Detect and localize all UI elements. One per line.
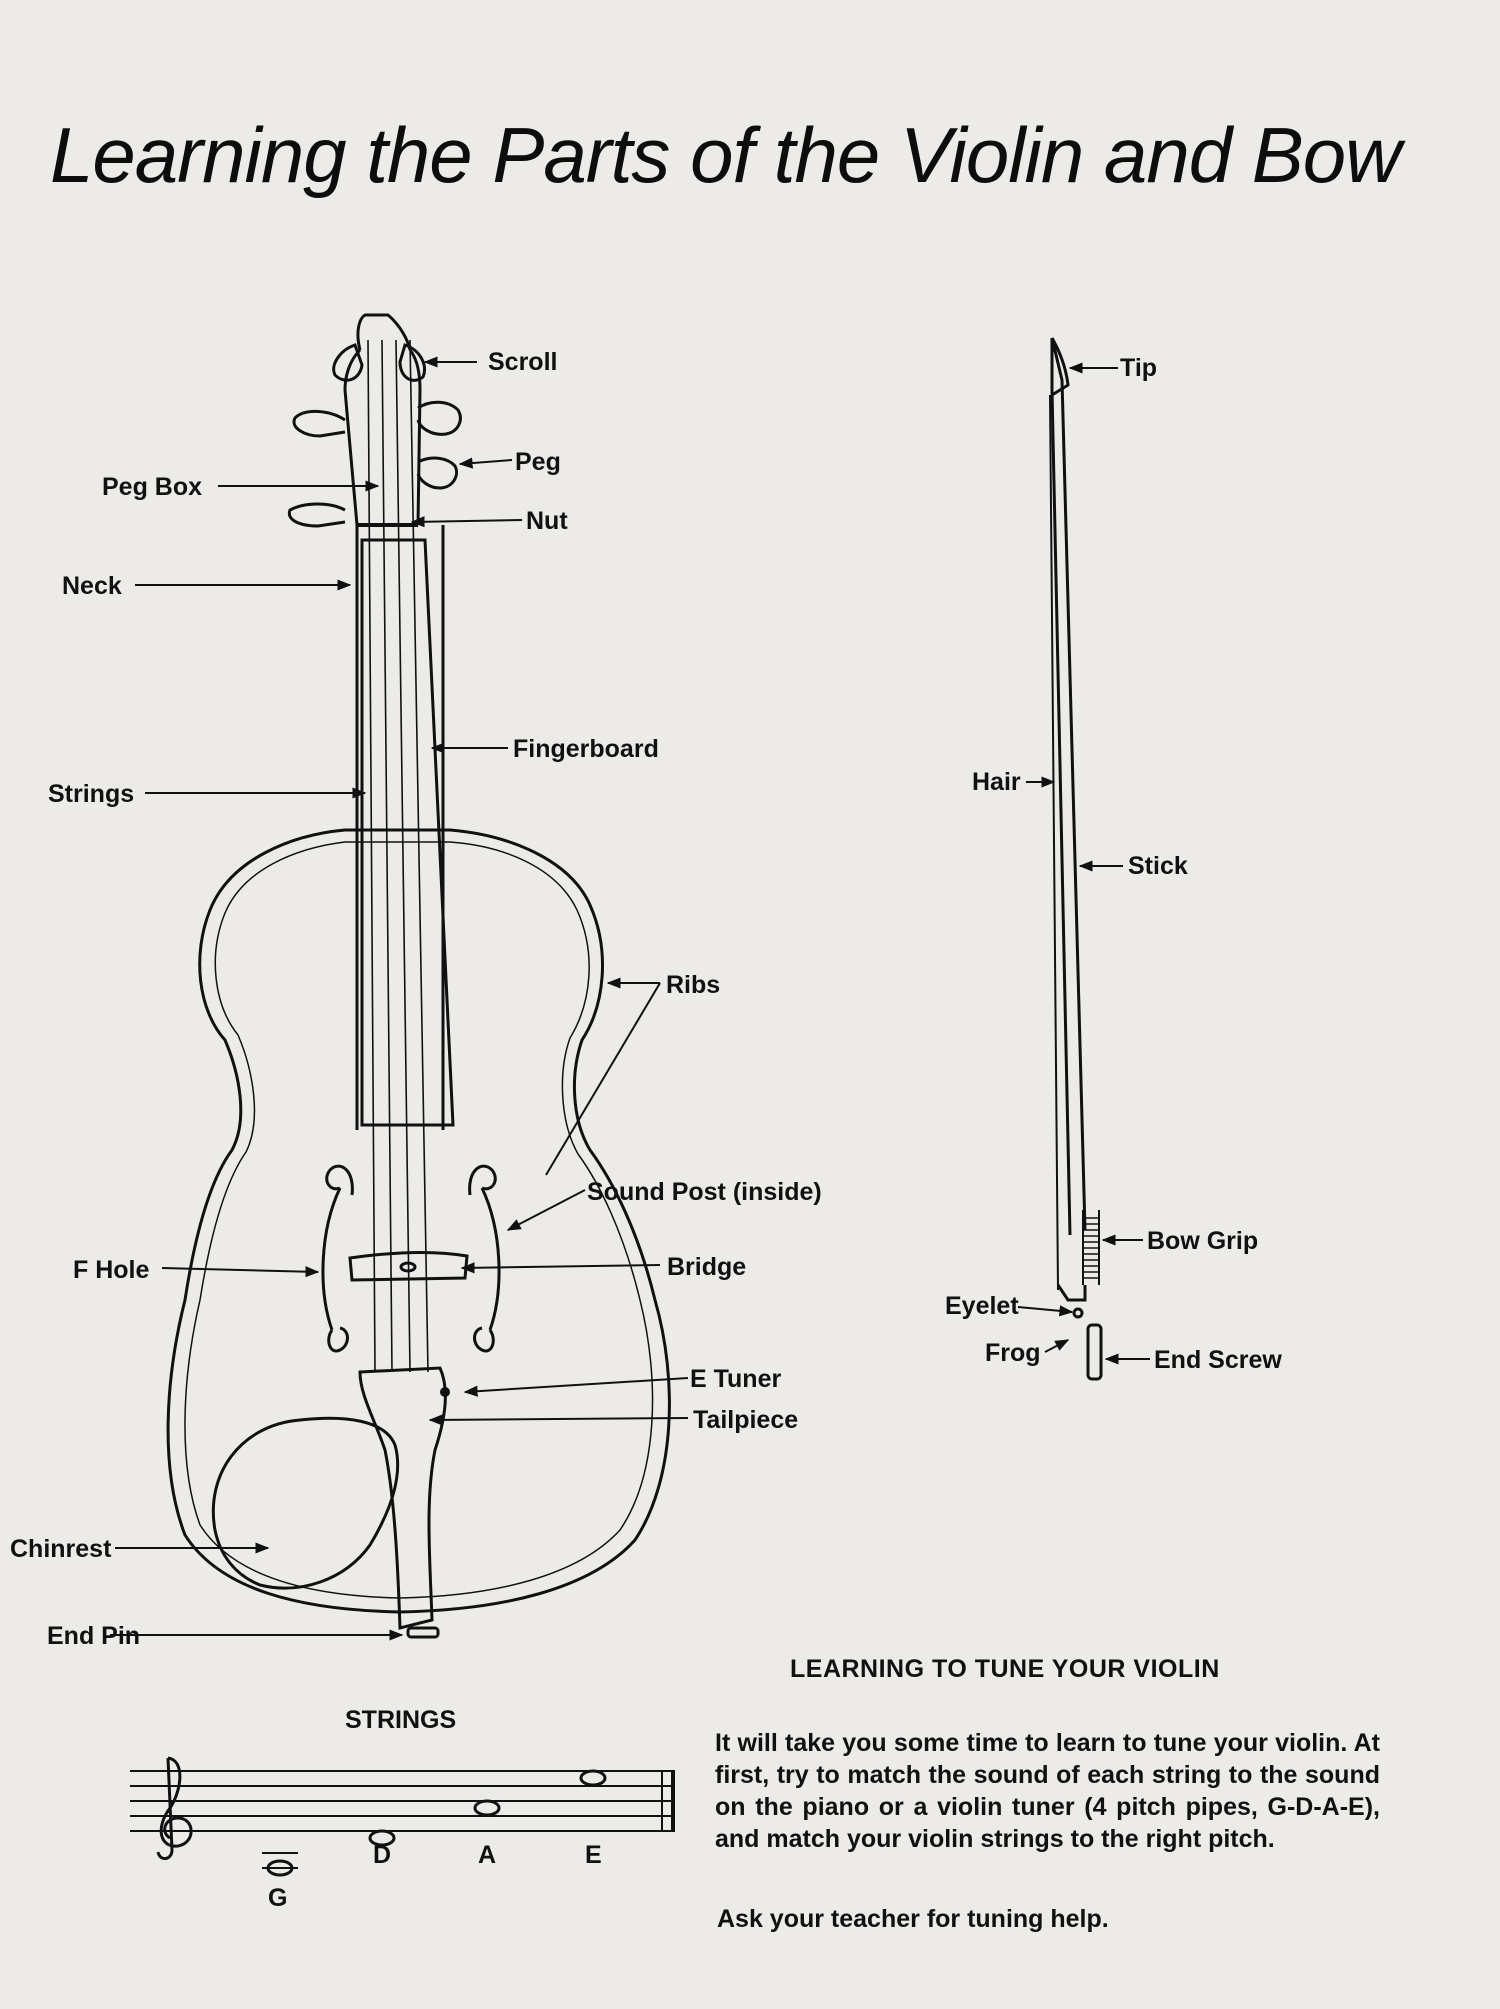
chinrest [213,1418,397,1588]
peg-1 [418,402,460,434]
label-end-pin: End Pin [47,1622,141,1650]
label-sound-post: Sound Post (inside) [587,1178,822,1206]
bow-end-screw [1088,1325,1101,1379]
label-bow-grip: Bow Grip [1147,1227,1259,1255]
label-hair: Hair [972,768,1021,796]
label-frog: Frog [985,1339,1041,1367]
strings-heading: STRINGS [345,1706,457,1734]
e-tuner [442,1389,449,1396]
note-e [581,1771,605,1785]
label-peg-box: Peg Box [102,473,203,501]
label-eyelet: Eyelet [945,1292,1019,1320]
label-scroll: Scroll [488,348,558,376]
tailpiece [360,1368,445,1628]
fingerboard [362,540,453,1125]
note-name-g: G [268,1884,288,1912]
f-hole-right [470,1166,499,1351]
peg-2 [418,458,457,488]
label-chinrest: Chinrest [10,1535,112,1563]
page-title: Learning the Parts of the Violin and Bow [50,111,1401,199]
violin-drawing [168,315,669,1637]
label-e-tuner: E Tuner [690,1365,782,1393]
treble-clef-icon [158,1758,191,1859]
note-name-a: A [478,1841,497,1869]
label-fingerboard: Fingerboard [513,735,659,763]
note-name-e: E [585,1841,602,1869]
f-hole-left [323,1166,352,1351]
violin-purfling [185,842,653,1598]
end-pin [408,1628,438,1637]
peg-4 [289,504,345,526]
peg-3 [294,411,345,436]
label-tailpiece: Tailpiece [693,1406,799,1434]
tuning-heading: LEARNING TO TUNE YOUR VIOLIN [790,1655,1220,1683]
music-staff [130,1771,675,1831]
violin-body [168,830,669,1612]
label-nut: Nut [526,507,568,535]
note-name-d: D [373,1841,392,1869]
label-tip: Tip [1120,354,1158,382]
label-bridge: Bridge [667,1253,747,1281]
label-ribs: Ribs [666,971,721,999]
bow-eyelet [1074,1309,1082,1317]
label-stick: Stick [1128,852,1188,880]
label-neck: Neck [62,572,122,600]
bow-frog [1058,1285,1085,1300]
label-f-hole: F Hole [73,1256,150,1284]
tuning-help: Ask your teacher for tuning help. [717,1905,1109,1933]
bow-drawing [1050,338,1101,1379]
label-strings: Strings [48,780,135,808]
tuning-body: It will take you some time to learn to tune your violin. At first, try to match the sound of each string to the sound on the piano or a violin tuner (4 pitch pipes, G-D-A-E), and match your violin strings to the right pitch. [715,1729,1380,1853]
label-peg: Peg [515,448,561,476]
note-a [475,1801,499,1815]
label-end-screw: End Screw [1154,1346,1282,1374]
